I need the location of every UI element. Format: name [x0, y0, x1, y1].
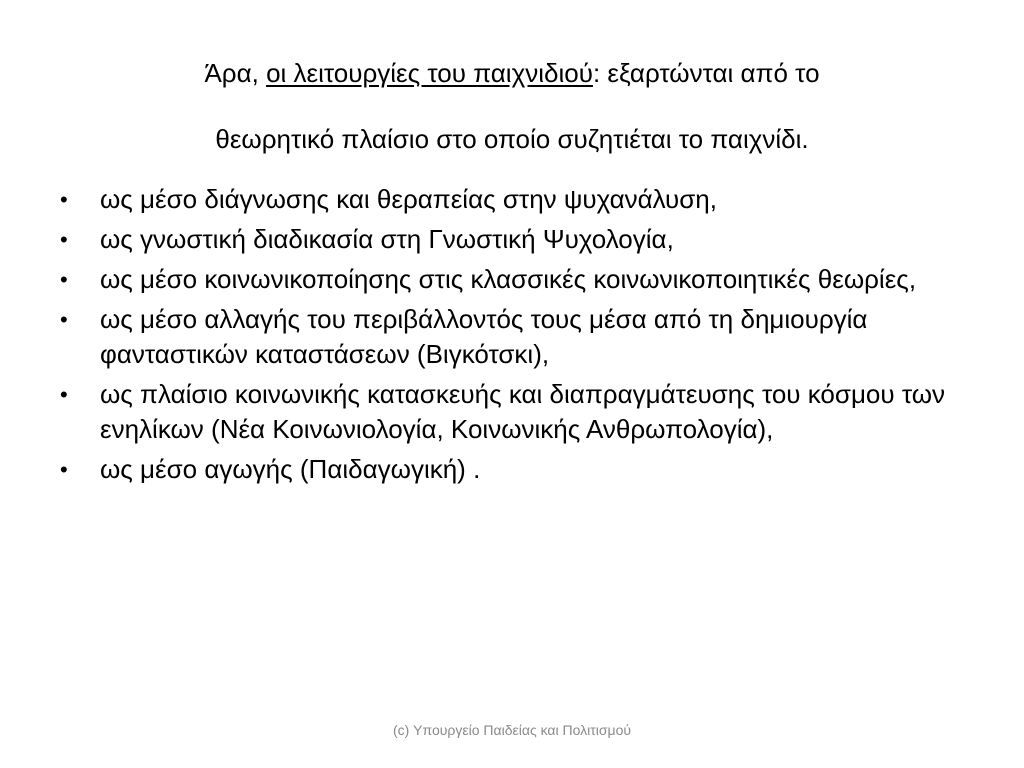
list-item [60, 452, 970, 487]
bullet-marker: • [60, 457, 68, 482]
bullet-marker: • [60, 187, 68, 212]
bullet-list [60, 182, 970, 487]
slide-title [80, 40, 944, 172]
title-line-1 [80, 40, 944, 106]
bullet-marker: • [60, 307, 68, 332]
title-line-2: θεωρητικό πλαίσιο στο οποίο συζητιέται το παιχνίδι. [215, 124, 809, 154]
list-item [60, 377, 970, 447]
list-item [60, 222, 970, 257]
title-prefix: Άρα, [204, 58, 267, 88]
list-item [60, 182, 970, 217]
content-area [60, 182, 970, 492]
title-underlined-phrase: οι λειτουργίες του παιχνιδιού [266, 58, 593, 88]
list-item [60, 262, 970, 297]
bullet-marker: • [60, 267, 68, 292]
list-item-text: ως πλαίσιο κοινωνικής κατασκευής και διαπραγμάτευσης του κόσμου των ενηλίκων (Νέα Κοινωνιολογία, Κοινωνικής Ανθρωπολογία), [100, 379, 946, 444]
bullet-marker: • [60, 382, 68, 407]
list-item [60, 302, 970, 372]
list-item-text: ως μέσο αγωγής (Παιδαγωγική) . [100, 454, 481, 484]
list-item-text: ως μέσο κοινωνικοποίησης στις κλασσικές κοινωνικοποιητικές θεωρίες, [100, 264, 917, 294]
list-item-text: ως μέσο αλλαγής του περιβάλλοντός τους μέσα από τη δημιουργία φανταστικών καταστάσεων (Βιγκότσκι), [100, 304, 868, 369]
list-item-text: ως γνωστική διαδικασία στη Γνωστική Ψυχολογία, [100, 224, 674, 254]
title-rest: : εξαρτώνται από το [592, 58, 820, 88]
list-item-text: ως μέσο διάγνωσης και θεραπείας στην ψυχανάλυση, [100, 184, 717, 214]
bullet-marker: • [60, 227, 68, 252]
footer-copyright: (c) Υπουργείο Παιδείας και Πολιτισμού [392, 722, 632, 738]
